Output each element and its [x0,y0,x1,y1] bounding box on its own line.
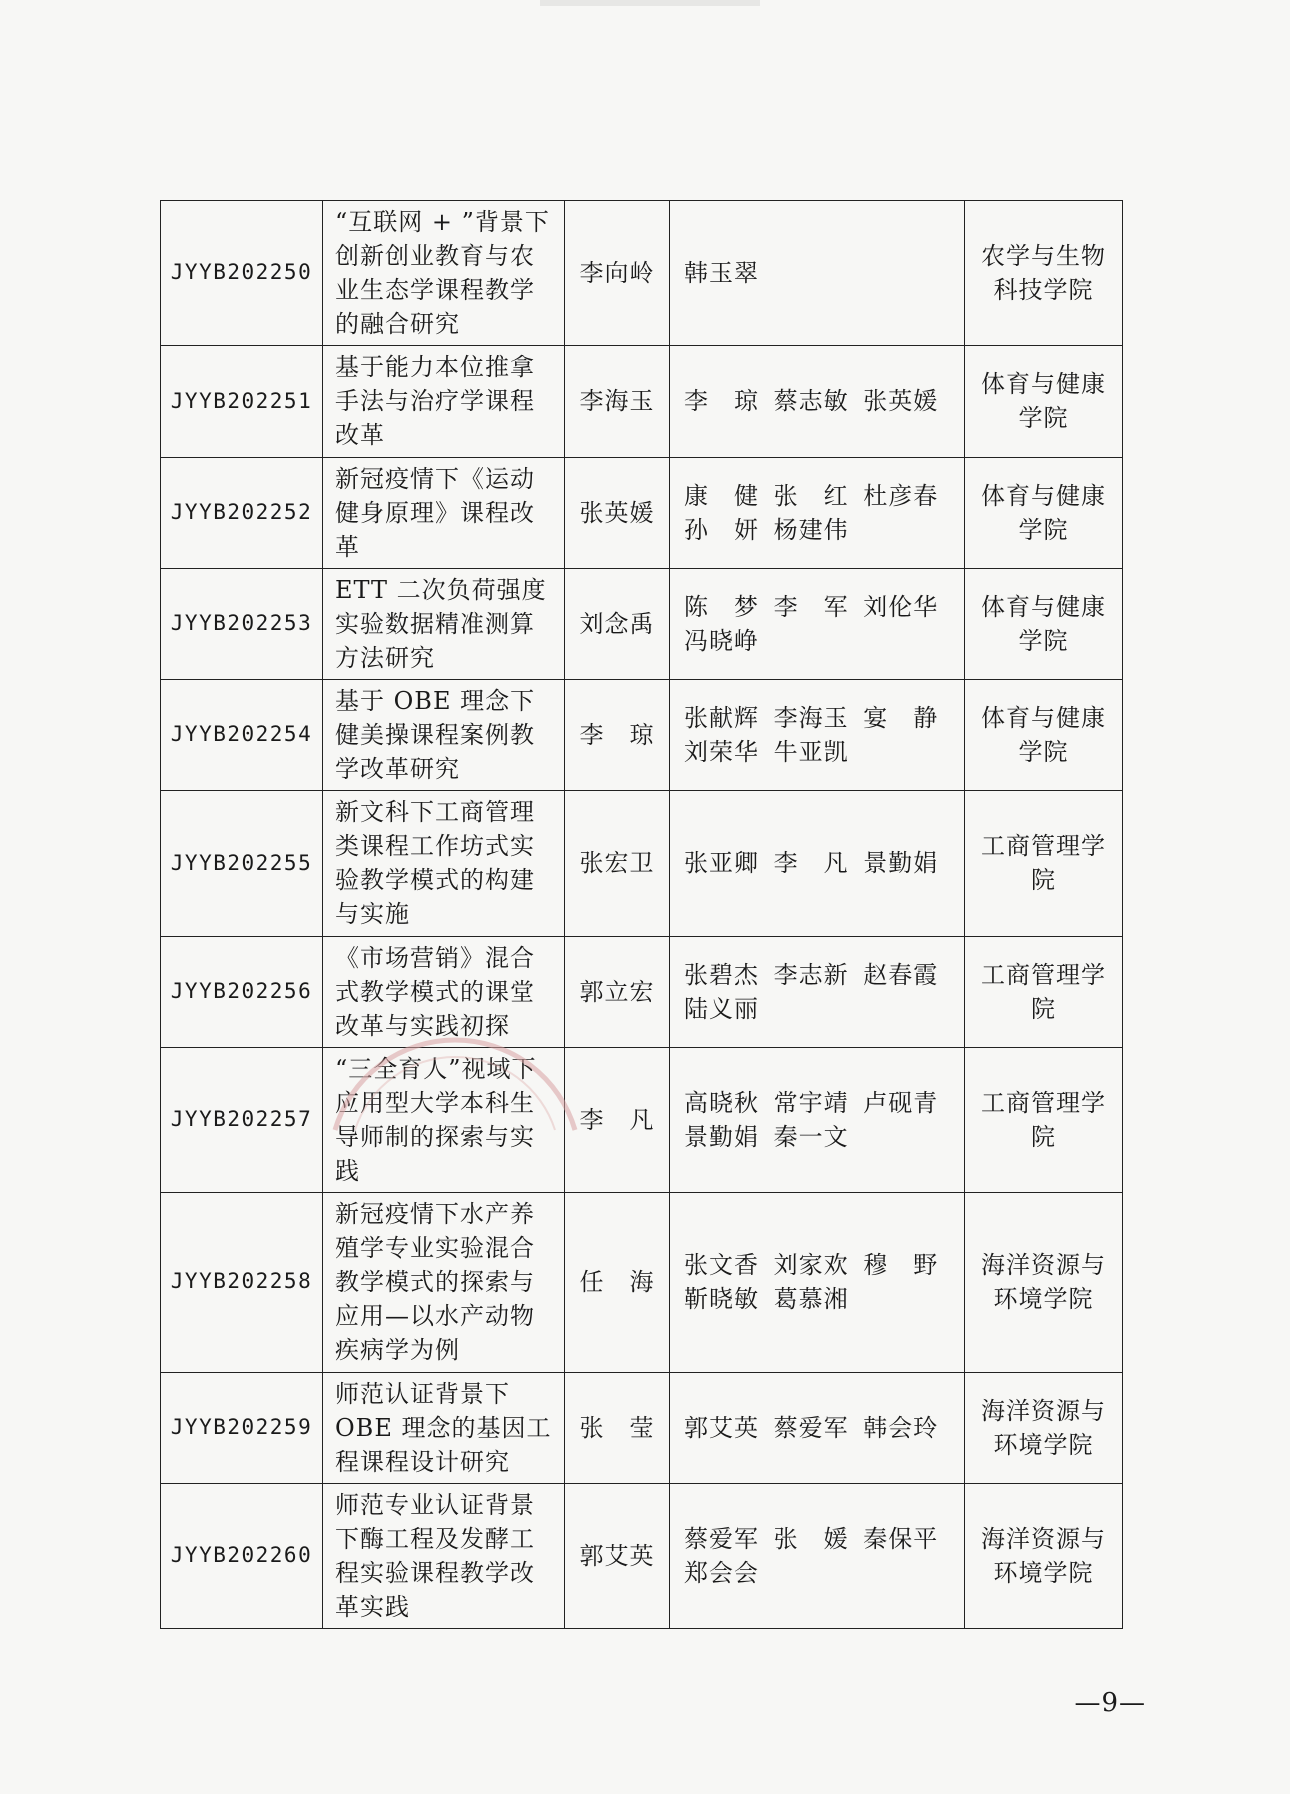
project-title: 《市场营销》混合式教学模式的课堂改革与实践初探 [323,936,565,1047]
project-college: 体育与健康学院 [965,346,1123,457]
project-lead: 郭立宏 [565,936,670,1047]
project-members: 张亚卿 李 凡 景勤娟 [670,791,965,936]
project-members: 张文香 刘家欢 穆 野 靳晓敏 葛慕湘 [670,1193,965,1372]
project-id: JYYB202258 [161,1193,323,1372]
project-college: 海洋资源与环境学院 [965,1193,1123,1372]
project-lead: 李向岭 [565,201,670,346]
project-college: 体育与健康学院 [965,457,1123,568]
project-college: 工商管理学院 [965,936,1123,1047]
project-title: 师范认证背景下 OBE 理念的基因工程课程设计研究 [323,1372,565,1483]
table-row [161,346,1123,457]
project-id: JYYB202259 [161,1372,323,1483]
project-members: 高晓秋 常宇靖 卢砚青 景勤娟 秦一文 [670,1047,965,1192]
project-college: 农学与生物科技学院 [965,201,1123,346]
project-title: 新冠疫情下《运动健身原理》课程改革 [323,457,565,568]
project-members: 李 琼 蔡志敏 张英媛 [670,346,965,457]
table-row [161,1372,1123,1483]
project-id: JYYB202251 [161,346,323,457]
project-lead: 任 海 [565,1193,670,1372]
project-college: 体育与健康学院 [965,568,1123,679]
table-row [161,568,1123,679]
project-table-wrapper [160,200,1122,1629]
project-college: 工商管理学院 [965,791,1123,936]
table-row [161,936,1123,1047]
project-lead: 刘念禹 [565,568,670,679]
project-college: 体育与健康学院 [965,680,1123,791]
project-members: 康 健 张 红 杜彦春 孙 妍 杨建伟 [670,457,965,568]
project-id: JYYB202260 [161,1483,323,1628]
project-members: 张献辉 李海玉 宴 静 刘荣华 牛亚凯 [670,680,965,791]
project-lead: 张 莹 [565,1372,670,1483]
project-id: JYYB202252 [161,457,323,568]
project-id: JYYB202254 [161,680,323,791]
table-row [161,680,1123,791]
project-title: ETT 二次负荷强度实验数据精准测算方法研究 [323,568,565,679]
project-lead: 张英媛 [565,457,670,568]
project-id: JYYB202256 [161,936,323,1047]
project-title: 基于能力本位推拿手法与治疗学课程改革 [323,346,565,457]
project-lead: 李 琼 [565,680,670,791]
table-row [161,201,1123,346]
project-members: 蔡爱军 张 媛 秦保平 郑会会 [670,1483,965,1628]
project-id: JYYB202255 [161,791,323,936]
project-title: 新冠疫情下水产养殖学专业实验混合教学模式的探索与应用—以水产动物疾病学为例 [323,1193,565,1372]
project-id: JYYB202253 [161,568,323,679]
project-title: “三全育人”视域下应用型大学本科生导师制的探索与实践 [323,1047,565,1192]
project-title: “互联网 + ”背景下创新创业教育与农业生态学课程教学的融合研究 [323,201,565,346]
project-college: 海洋资源与环境学院 [965,1483,1123,1628]
project-members: 陈 梦 李 军 刘伦华 冯晓峥 [670,568,965,679]
project-title: 新文科下工商管理类课程工作坊式实验教学模式的构建与实施 [323,791,565,936]
project-lead: 郭艾英 [565,1483,670,1628]
project-id: JYYB202250 [161,201,323,346]
project-lead: 张宏卫 [565,791,670,936]
table-row [161,1193,1123,1372]
project-college: 工商管理学院 [965,1047,1123,1192]
project-title: 师范专业认证背景下酶工程及发酵工程实验课程教学改革实践 [323,1483,565,1628]
project-college: 海洋资源与环境学院 [965,1372,1123,1483]
project-title: 基于 OBE 理念下健美操课程案例教学改革研究 [323,680,565,791]
table-row [161,1047,1123,1192]
table-row [161,791,1123,936]
project-id: JYYB202257 [161,1047,323,1192]
project-members: 郭艾英 蔡爱军 韩会玲 [670,1372,965,1483]
project-lead: 李海玉 [565,346,670,457]
project-lead: 李 凡 [565,1047,670,1192]
page-number: —9— [1074,1688,1146,1718]
scan-artifact [540,0,760,6]
table-row [161,1483,1123,1628]
project-members: 韩玉翠 [670,201,965,346]
project-members: 张碧杰 李志新 赵春霞 陆义丽 [670,936,965,1047]
project-table [160,200,1123,1629]
table-row [161,457,1123,568]
